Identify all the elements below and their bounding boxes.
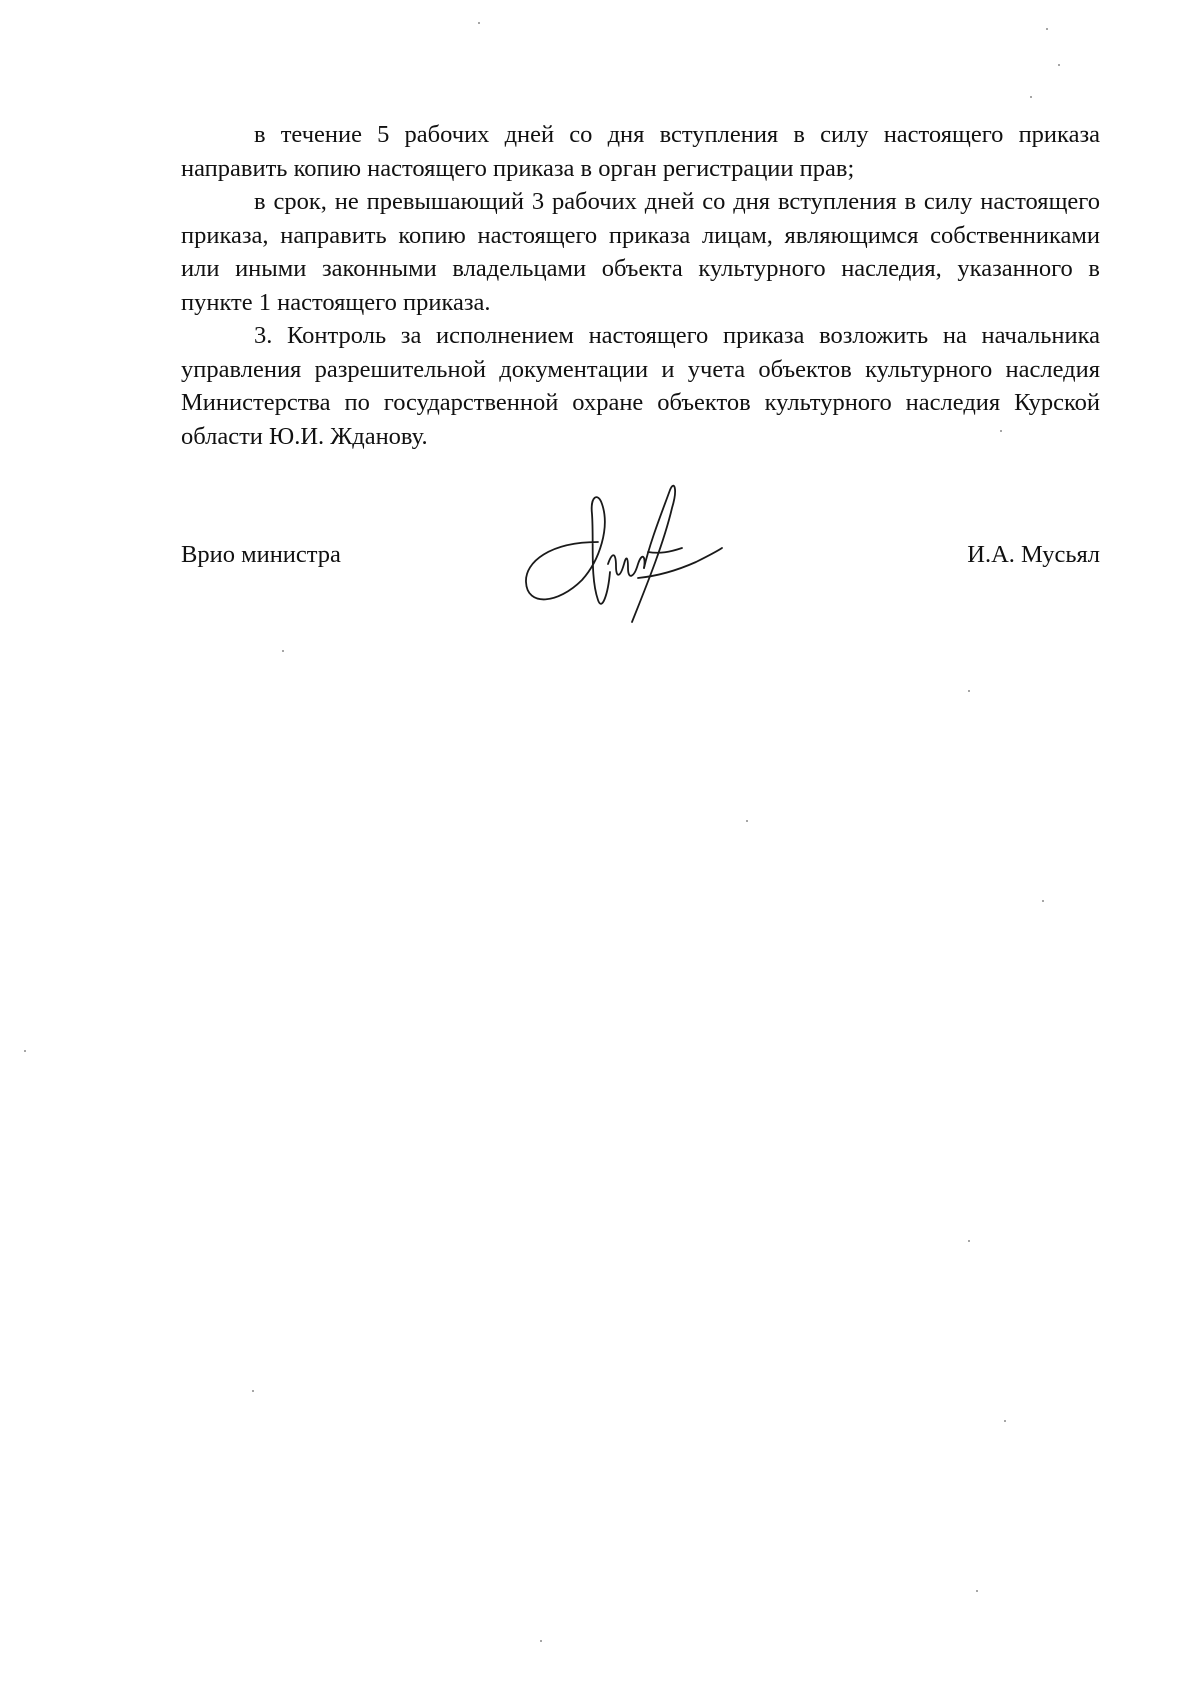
handwritten-signature — [520, 482, 730, 632]
document-body — [181, 118, 1100, 453]
paragraph-owners-copy: в срок, не превышающий 3 рабочих дней со дня вступления в силу настоящего приказа, направить копию настоящего приказа лицам, являющимся собственниками или иными законными владельцами объекта культурного наследия, указанного в пункте 1 настоящего приказа. — [181, 188, 1100, 316]
signer-name: И.А. Мусьял — [967, 541, 1100, 568]
paragraph-control-clause: 3. Контроль за исполнением настоящего приказа возложить на начальника управления разрешительной документации и учета объектов культурного наследия Министерства по государственной охране объектов культурного наследия Курской области Ю.И. Жданову. — [181, 322, 1100, 450]
signer-position-title: Врио министра — [181, 541, 341, 568]
paragraph-registration-copy: в течение 5 рабочих дней со дня вступления в силу настоящего приказа направить копию настоящего приказа в орган регистрации прав; — [181, 121, 1100, 182]
